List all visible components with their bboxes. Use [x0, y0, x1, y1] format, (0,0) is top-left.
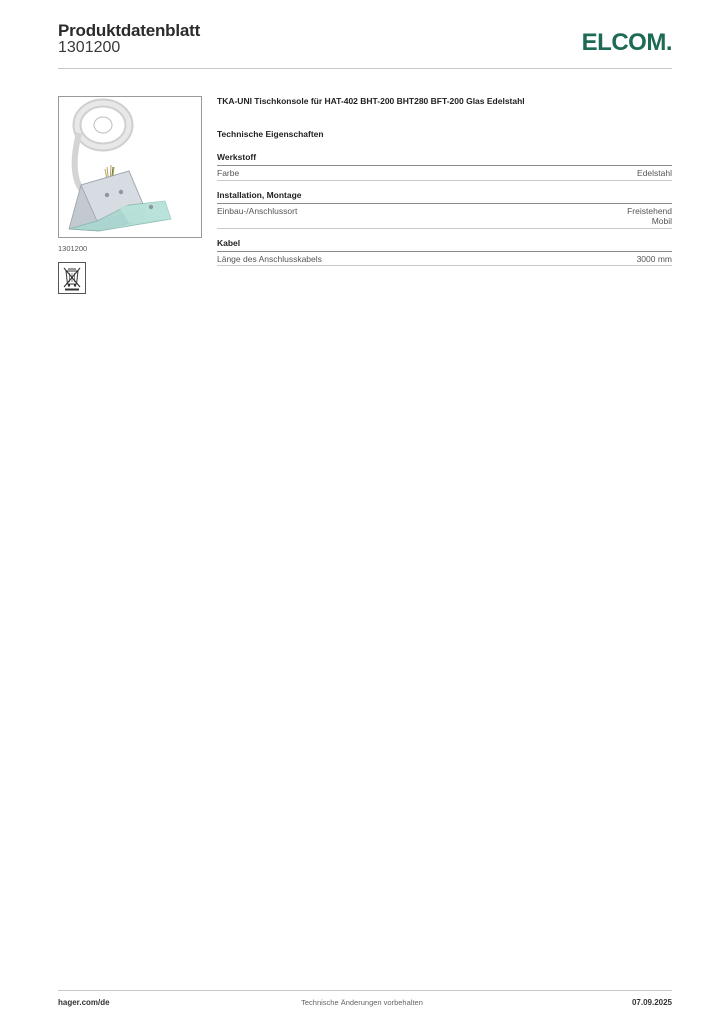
property-value-line: 3000 mm: [636, 253, 672, 264]
product-image: [58, 96, 202, 238]
group-werkstoff: [217, 152, 672, 181]
group-title: Installation, Montage: [217, 190, 672, 204]
property-label: Länge des Anschlusskabels: [217, 253, 322, 264]
image-caption: 1301200: [58, 244, 88, 253]
group-installation: [217, 190, 672, 229]
property-label: Einbau-/Anschlussort: [217, 205, 298, 216]
property-row: [217, 166, 672, 181]
page-title: Produktdatenblatt: [58, 21, 201, 40]
product-number: 1301200: [58, 39, 121, 56]
product-name: TKA-UNI Tischkonsole für HAT-402 BHT-200 BHT280 BFT-200 Glas Edelstahl: [217, 96, 525, 106]
header-divider: [58, 68, 672, 69]
property-value: [637, 168, 672, 179]
group-title: Kabel: [217, 238, 672, 252]
property-value-line: Mobil: [651, 216, 672, 226]
weee-bin-icon: [58, 262, 86, 294]
elcom-logo: ELCOM.: [581, 29, 672, 56]
footer-website: hager.com/de: [58, 998, 110, 1007]
group-kabel: [217, 238, 672, 267]
footer-date: 07.09.2025: [631, 998, 672, 1007]
property-value: [627, 206, 672, 227]
footer-divider: [58, 990, 672, 991]
property-groups: [217, 152, 672, 266]
product-content: [217, 96, 672, 266]
property-value-line: Edelstahl: [637, 168, 672, 178]
group-title: Werkstoff: [217, 152, 672, 166]
property-row: [217, 252, 672, 267]
section-title: Technische Eigenschaften: [217, 129, 324, 139]
property-label: Farbe: [217, 168, 240, 178]
property-row: [217, 204, 672, 229]
property-value-line: Freistehend: [627, 205, 672, 216]
property-value: [637, 254, 672, 265]
footer-notice: Technische Änderungen vorbehalten: [301, 998, 423, 1007]
